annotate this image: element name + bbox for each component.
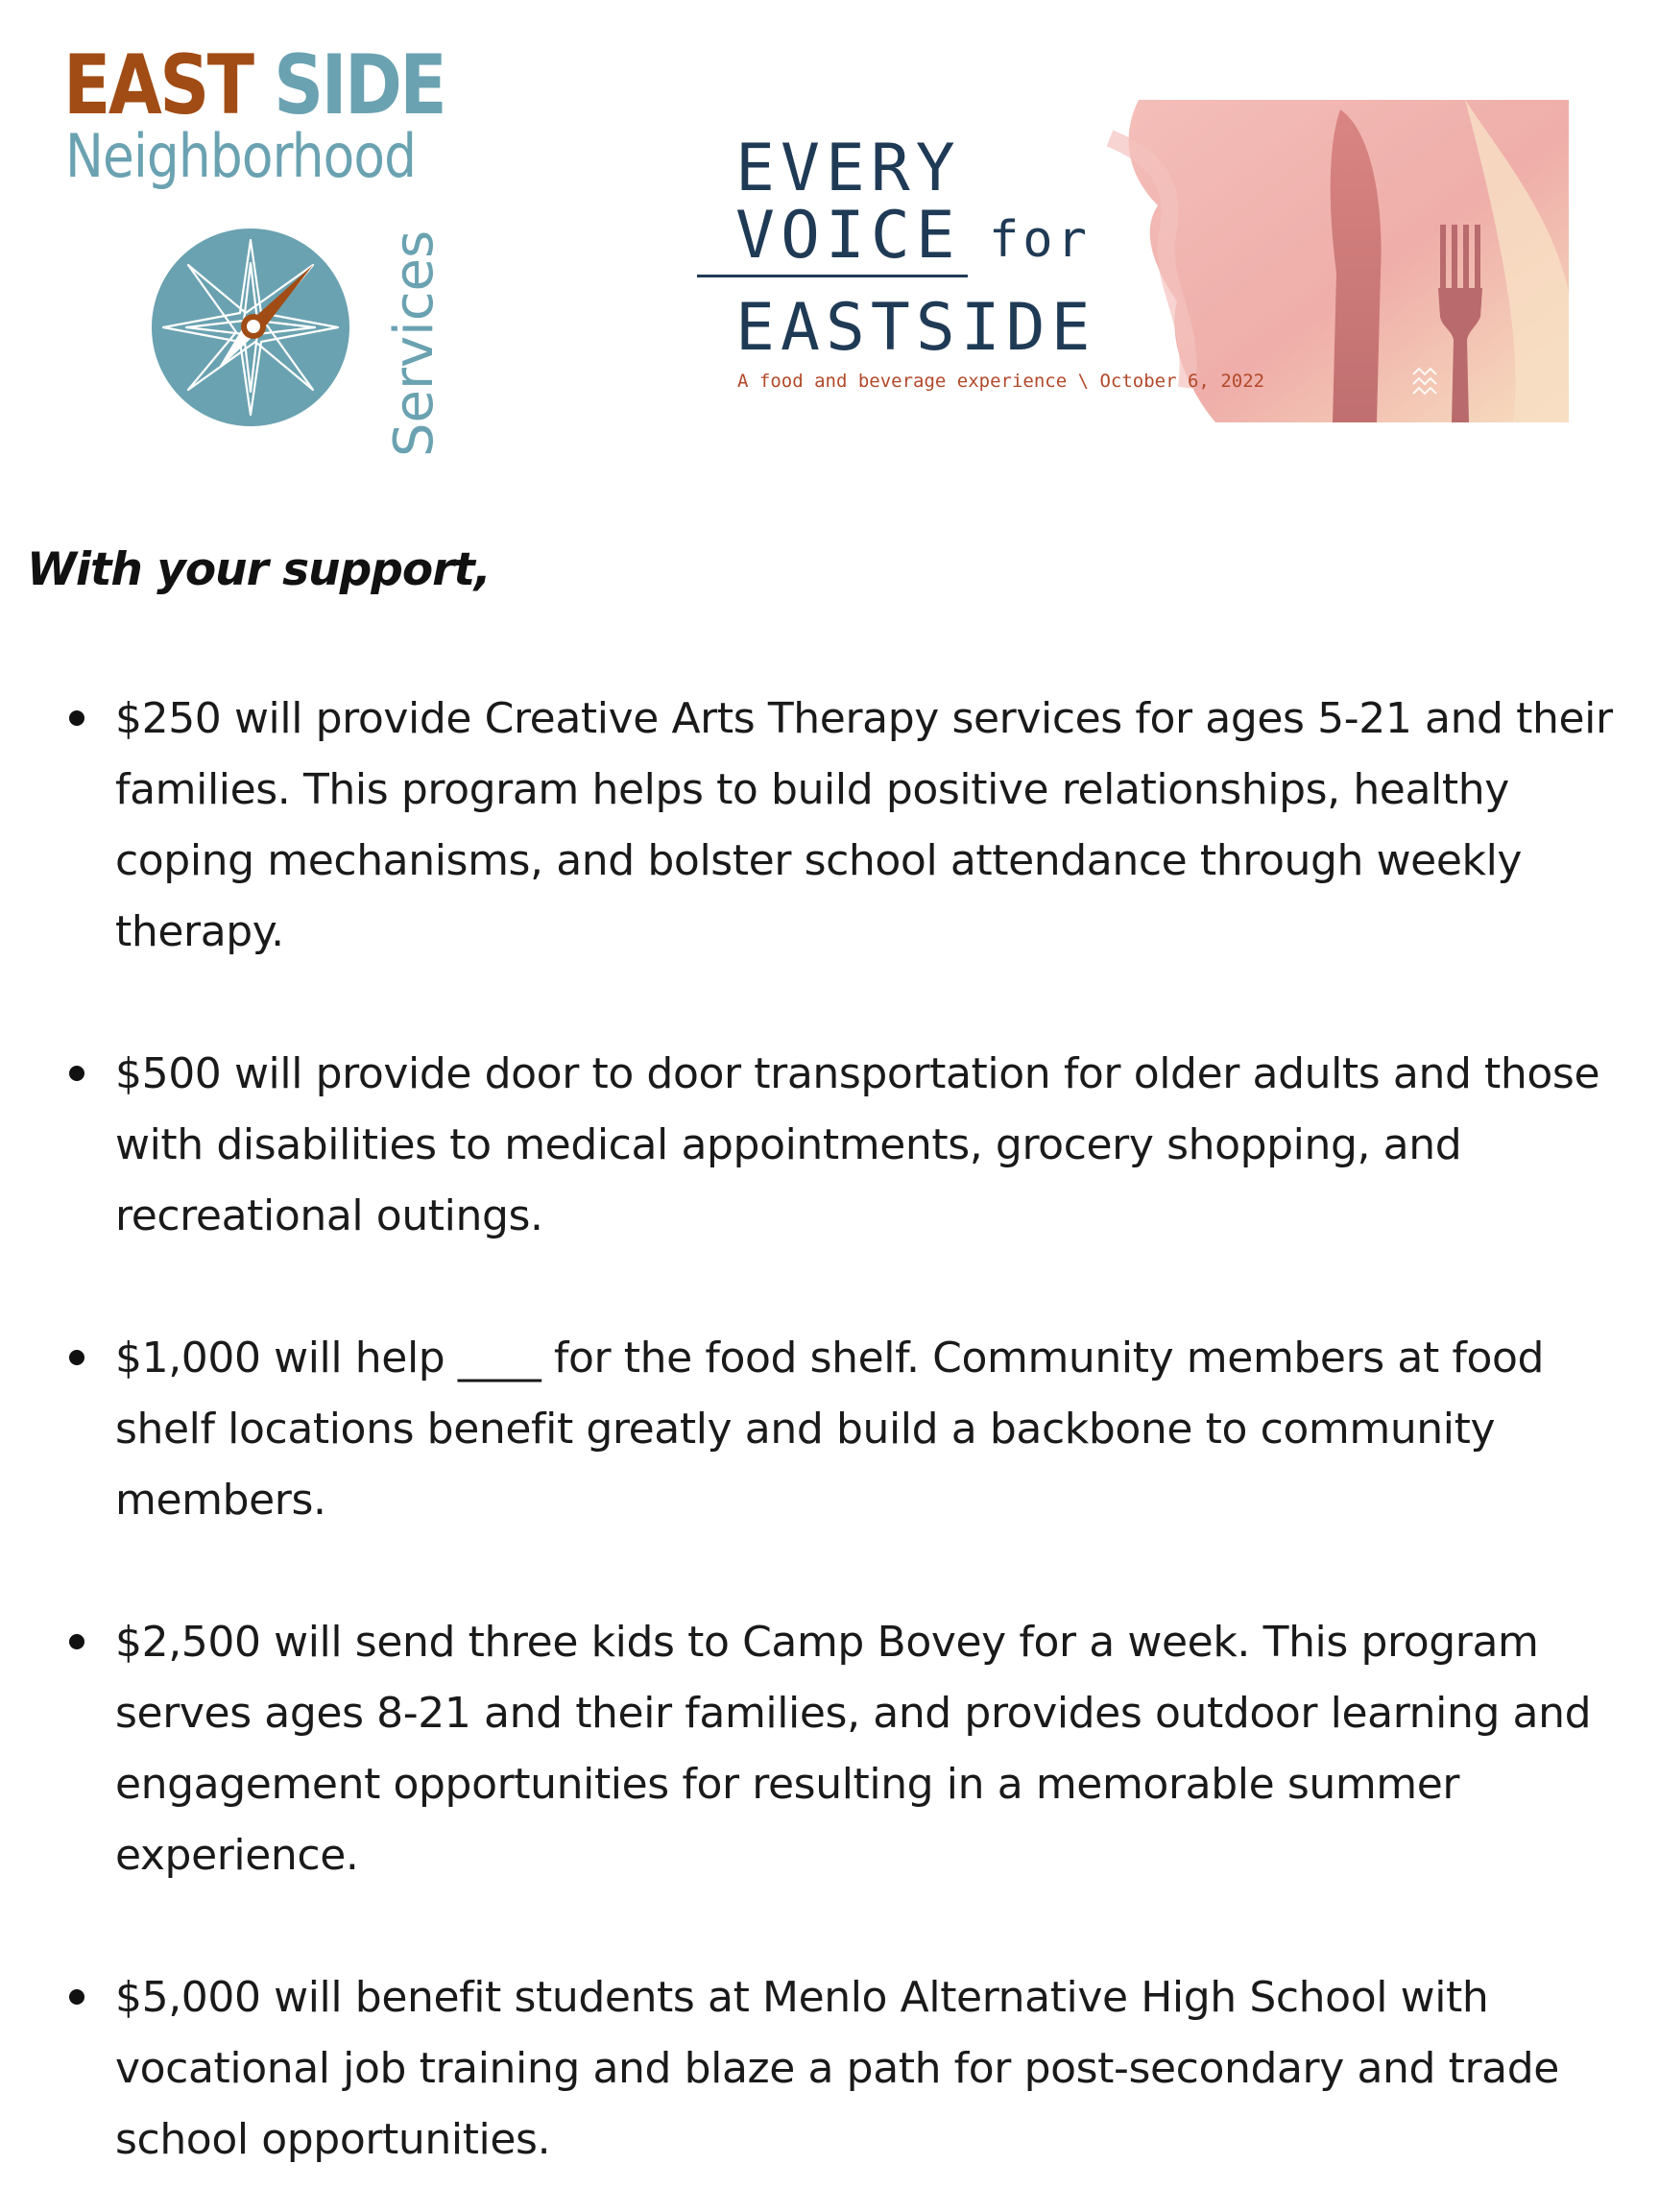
event-subtitle: A food and beverage experience \ October 6, 2022: [737, 371, 1265, 392]
logo-word-services-vertical: [383, 229, 449, 465]
logo-word-services: Services: [383, 229, 445, 457]
logo-word-side: SIDE: [274, 37, 445, 133]
east-side-neighborhood-services-logo: [63, 37, 467, 457]
bullet-icon: [69, 1634, 84, 1649]
list-item-text: $500 will provide door to door transportation for older adults and those with disabilities to medical appointments, grocery shopping, and recreational outings.: [115, 1049, 1600, 1240]
bullet-icon: [69, 710, 84, 726]
logo-word-east: EAST: [63, 37, 252, 133]
list-item-text: $250 will provide Creative Arts Therapy services for ages 5-21 and their families. This program helps to build positive relationships, healthy coping mechanisms, and bolster school attendance through weekly therapy.: [115, 694, 1613, 956]
bullet-icon: [69, 1066, 84, 1081]
bullet-icon: [69, 1989, 84, 2005]
bullet-icon: [69, 1350, 84, 1365]
compass-icon: [150, 227, 351, 428]
list-item-text: $1,000 will help ____ for the food shelf. Community members at food shelf locations benefit greatly and build a backbone to community members.: [115, 1334, 1545, 1525]
intro-heading: With your support,: [27, 543, 491, 596]
event-title-divider: [697, 275, 968, 277]
event-title-voice: VOICE: [735, 198, 961, 274]
logo-wordmark-east-side: [63, 37, 445, 133]
event-title-eastside: EASTSIDE: [735, 290, 1096, 366]
list-item-text: $2,500 will send three kids to Camp Bovey for a week. This program serves ages 8-21 and their families, and provides outdoor learning and engagement opportunities for resulting in a memorable summer experience.: [115, 1618, 1592, 1880]
logo-word-neighborhood: Neighborhood: [65, 121, 417, 191]
event-title-for: for: [989, 211, 1091, 269]
list-item-text: $5,000 will benefit students at Menlo Alternative High School with vocational job training and blaze a path for post-secondary and trade school opportunities.: [115, 1973, 1559, 2164]
every-voice-for-eastside-banner: [697, 100, 1569, 422]
event-title-every: EVERY: [735, 131, 961, 206]
